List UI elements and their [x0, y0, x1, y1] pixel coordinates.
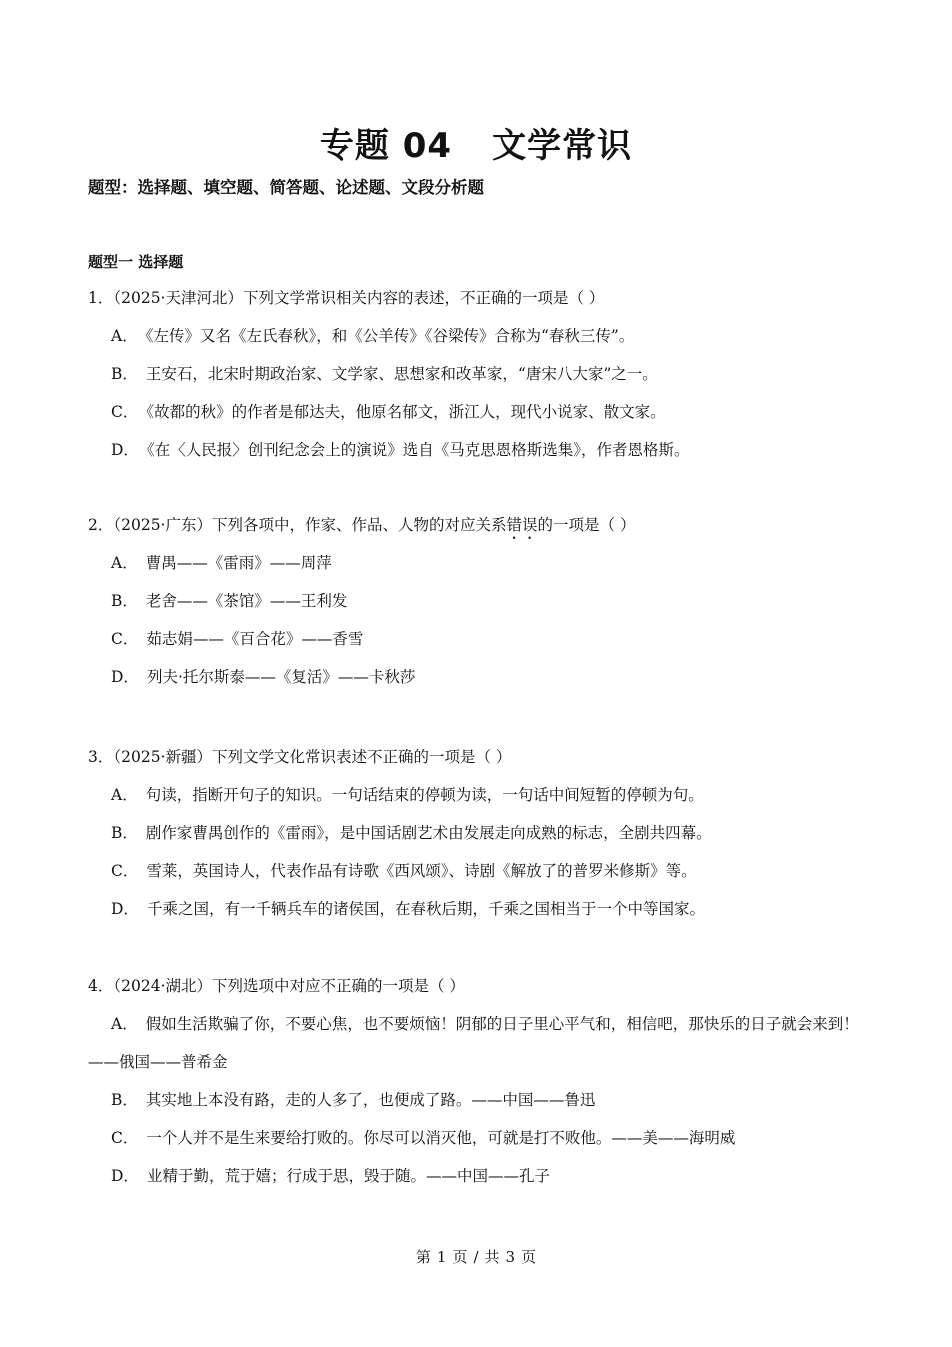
option-letter: D．: [111, 668, 139, 686]
option-text: 假如生活欺骗了你，不要心焦，也不要烦恼！阴郁的日子里心平气和，相信吧，那快乐的日子就会来到！——俄国——普希金: [88, 1015, 859, 1071]
option-letter: B．: [111, 824, 138, 842]
option-c: [88, 852, 878, 890]
page-footer: [0, 1246, 952, 1267]
option-c: [88, 1119, 878, 1157]
page-unit: 页: [452, 1248, 468, 1266]
option-a: [88, 1005, 878, 1081]
emphasized-word: 错误: [506, 516, 538, 534]
option-text: 《故都的秋》的作者是郁达夫，他原名郁文，浙江人，现代小说家、散文家。: [146, 403, 666, 421]
option-text: 王安石，北宋时期政治家、文学家、思想家和改革家，“唐宋八大家”之一。: [145, 365, 658, 383]
option-letter: B．: [111, 1091, 138, 1109]
question-1: [88, 279, 878, 469]
option-text: 千乘之国，有一千辆兵车的诸侯国，在春秋后期，千乘之国相当于一个中等国家。: [146, 900, 705, 918]
option-letter: B．: [111, 365, 138, 383]
option-c: [88, 620, 878, 658]
option-b: [88, 814, 878, 852]
option-text: 老舍——《茶馆》——王利发: [145, 592, 348, 610]
question-2: [88, 506, 878, 696]
option-b: [88, 355, 878, 393]
title-number: 04: [402, 126, 453, 166]
option-letter: D．: [111, 1167, 139, 1185]
option-letter: A．: [111, 1015, 138, 1033]
option-d: [88, 658, 878, 696]
option-letter: B．: [111, 592, 138, 610]
total-label: 共: [484, 1248, 500, 1266]
option-text: 《在〈人民报〉创刊纪念会上的演说》选自《马克思恩格斯选集》，作者恩格斯。: [146, 441, 690, 459]
question-stem: 3．（2025·新疆）下列文学文化常识表述不正确的一项是（ ）: [88, 748, 512, 766]
option-b: [88, 582, 878, 620]
option-a: [88, 544, 878, 582]
option-text: 雪莱，英国诗人，代表作品有诗歌《西风颂》、诗剧《解放了的普罗米修斯》等。: [146, 862, 697, 880]
option-letter: D．: [111, 441, 139, 459]
stem-text: 2．（2025·广东）下列各项中，作家、作品、人物的对应关系: [88, 516, 507, 534]
option-a: [88, 776, 878, 814]
question-3: [88, 738, 878, 928]
stem-text: 的一项是（ ）: [537, 516, 636, 534]
option-d: [88, 1157, 878, 1195]
total-unit: 页: [521, 1248, 537, 1266]
option-text: 一个人并不是生来要给打败的。你尽可以消灭他，可就是打不败他。——美——海明威: [146, 1129, 736, 1147]
option-text: 剧作家曹禺创作的《雷雨》，是中国话剧艺术由发展走向成熟的标志，全剧共四幕。: [145, 824, 712, 842]
question-4: [88, 967, 878, 1195]
page-separator: /: [473, 1248, 479, 1266]
option-text: 句读，指断开句子的知识。一句话结束的停顿为读，一句话中间短暂的停顿为句。: [145, 786, 704, 804]
option-text: 《左传》又名《左氏春秋》，和《公羊传》《谷梁传》合称为“春秋三传”。: [145, 327, 635, 345]
option-text: 业精于勤，荒于嬉；行成于思，毁于随。——中国——孔子: [146, 1167, 550, 1185]
option-letter: C．: [111, 862, 139, 880]
question-types-line: 题型：选择题、填空题、简答题、论述题、文段分析题: [88, 178, 484, 197]
title-prefix: 专题: [319, 126, 390, 166]
section-heading: 题型一 选择题: [88, 253, 184, 271]
option-d: [88, 890, 878, 928]
page-label: 第: [415, 1248, 431, 1266]
option-a: [88, 317, 878, 355]
option-d: [88, 431, 878, 469]
option-letter: A．: [111, 554, 138, 572]
option-letter: D．: [111, 900, 139, 918]
option-letter: C．: [111, 1129, 139, 1147]
title-name: 文学常识: [492, 126, 633, 166]
option-letter: A．: [111, 327, 138, 345]
option-text: 茹志娟——《百合花》——香雪: [146, 630, 364, 648]
total-pages: 3: [505, 1248, 516, 1266]
question-stem: 4．（2024·湖北）下列选项中对应不正确的一项是（ ）: [88, 977, 465, 995]
option-text: 其实地上本没有路，走的人多了，也便成了路。——中国——鲁迅: [145, 1091, 596, 1109]
option-c: [88, 393, 878, 431]
option-text: 曹禺——《雷雨》——周萍: [145, 554, 332, 572]
question-stem: [88, 506, 878, 544]
option-b: [88, 1081, 878, 1119]
option-letter: C．: [111, 630, 139, 648]
question-stem: 1．（2025·天津河北）下列文学常识相关内容的表述，不正确的一项是（ ）: [88, 289, 605, 307]
option-text: 列夫·托尔斯泰——《复活》——卡秋莎: [146, 668, 416, 686]
page-number: 1: [436, 1248, 447, 1266]
option-letter: C．: [111, 403, 139, 421]
page-title: [0, 118, 952, 167]
option-letter: A．: [111, 786, 138, 804]
